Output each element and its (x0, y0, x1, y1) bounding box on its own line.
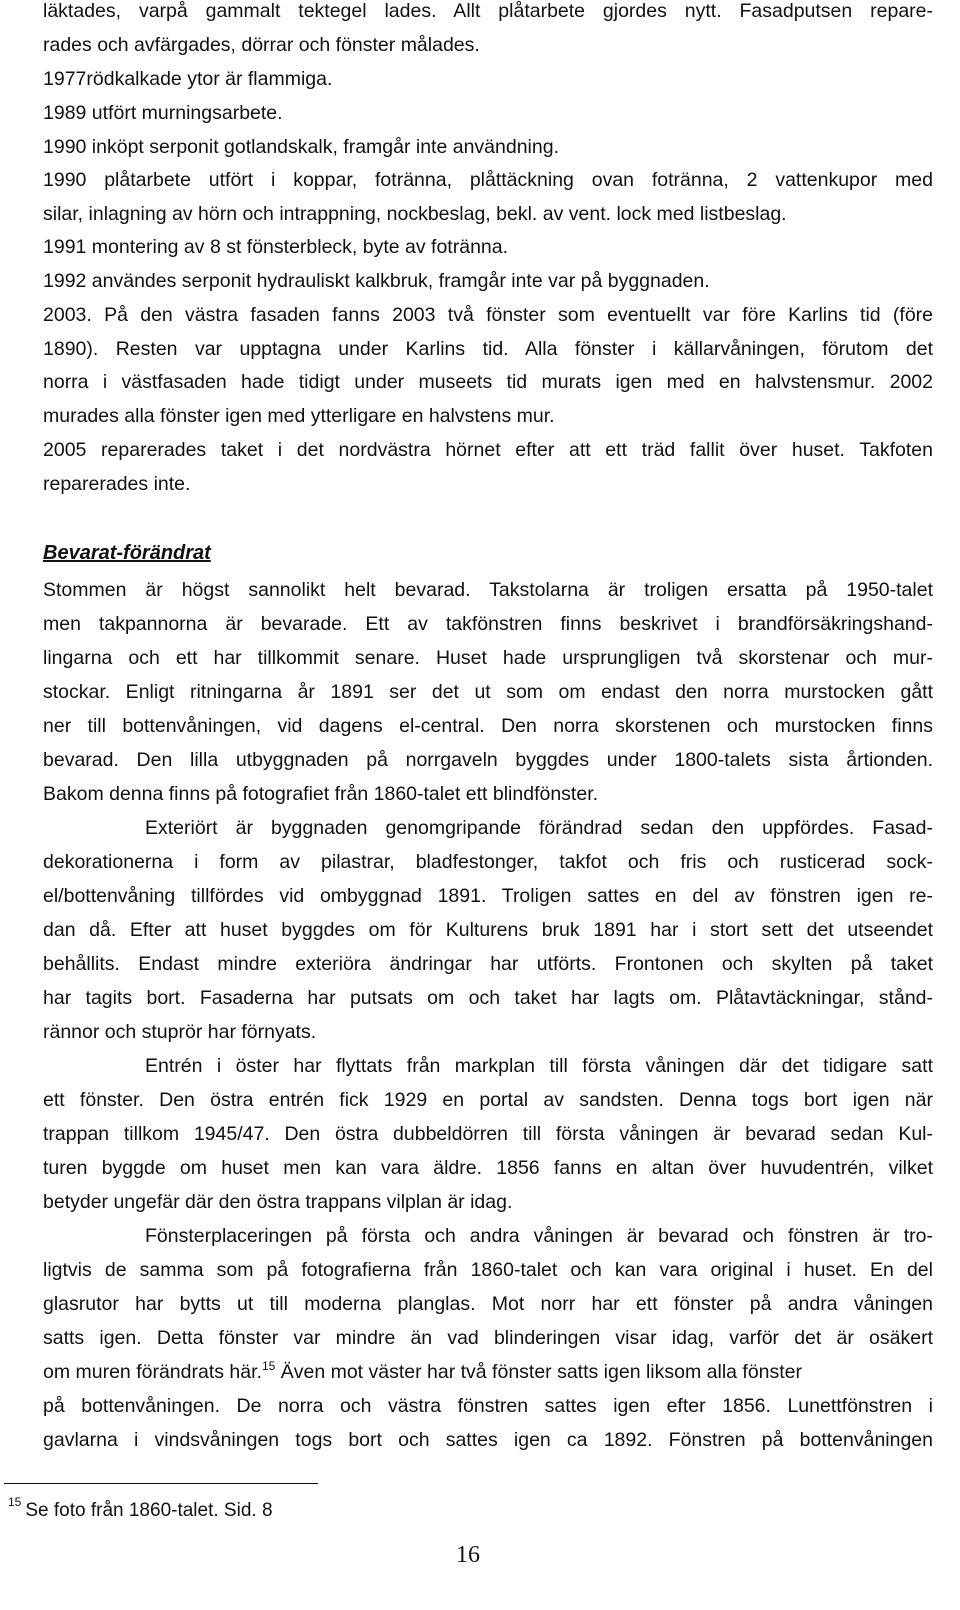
text-line: betyder ungefär där den östra trappans vilplan är idag. (43, 1191, 513, 1213)
text-line: Fönsterplaceringen på första och andra våningen är bevarad och fönstren är tro- (145, 1225, 933, 1247)
section-heading: Bevarat-förändrat (43, 542, 211, 564)
text-line: norra i västfasaden hade tidigt under museets tid murats igen med en halvstensmur. 2002 (43, 371, 933, 393)
text-line: trappan tillkom 1945/47. Den östra dubbeldörren till första våningen är bevarad sedan Kul- (43, 1123, 933, 1145)
text-line: 1990 plåtarbete utfört i koppar, fotränna, plåttäckning ovan fotränna, 2 vattenkupor med (43, 169, 933, 191)
footnote-number: 15 (8, 1495, 22, 1509)
text-line: 1990 inköpt serponit gotlandskalk, framgår inte användning. (43, 136, 559, 158)
text-line: 1989 utfört murningsarbete. (43, 102, 283, 124)
text-line: reparerades inte. (43, 473, 191, 495)
text-line: 1977rödkalkade ytor är flammiga. (43, 68, 333, 90)
text-run: Även mot väster har två fönster satts igen liksom alla fönster (275, 1361, 803, 1383)
text-line: rännor och stuprör har förnyats. (43, 1021, 317, 1043)
text-line: ner till bottenvåningen, vid dagens el-central. Den norra skorstenen och murstocken finns (43, 715, 933, 737)
text-line: 1992 användes serponit hydrauliskt kalkbruk, framgår inte var på byggnaden. (43, 270, 710, 292)
text-line: Exteriört är byggnaden genomgripande förändrad sedan den uppfördes. Fasad- (145, 817, 933, 839)
text-line: har tagits bort. Fasaderna har putsats om och taket har lagts om. Plåtavtäckningar, stånd- (43, 987, 933, 1009)
footnote (8, 1494, 273, 1528)
text-line: Stommen är högst sannolikt helt bevarad. Takstolarna är troligen ersatta på 1950-talet (43, 579, 933, 601)
text-line: Bakom denna finns på fotografiet från 1860-talet ett blindfönster. (43, 783, 599, 805)
text-line: 2005 reparerades taket i det nordvästra hörnet efter att ett träd fallit över huset. Takfoten (43, 439, 933, 461)
text-line: stockar. Enligt ritningarna år 1891 ser det ut som om endast den norra murstocken gått (43, 681, 933, 703)
text-line: Entrén i öster har flyttats från markplan till första våningen där det tidigare satt (145, 1055, 933, 1077)
text-line: silar, inlagning av hörn och intrappning, nockbeslag, bekl. av vent. lock med listbeslag. (43, 203, 787, 225)
text-line: behållits. Endast mindre exteriöra ändringar har utförts. Frontonen och skylten på taket (43, 953, 933, 975)
page-number: 16 (456, 1542, 480, 1568)
footnote-divider (4, 1483, 318, 1484)
text-line: på bottenvåningen. De norra och västra fönstren sattes igen efter 1856. Lunettfönstren i (43, 1395, 933, 1417)
text-line: murades alla fönster igen med ytterligare en halvstens mur. (43, 405, 555, 427)
text-line: rades och avfärgades, dörrar och fönster målades. (43, 34, 480, 56)
text-line: turen byggde om huset men kan vara äldre. 1856 fanns en altan över huvudentrén, vilket (43, 1157, 933, 1179)
text-line: bevarad. Den lilla utbyggnaden på norrgaveln byggdes under 1800-talets sista årtionden. (43, 749, 933, 771)
text-line: satts igen. Detta fönster var mindre än vad blinderingen visar idag, varför det är osäkert (43, 1327, 933, 1349)
text-line: ligtvis de samma som på fotografierna från 1860-talet och kan vara original i huset. En del (43, 1259, 933, 1281)
text-line: 1991 montering av 8 st fönsterbleck, byte av fotränna. (43, 236, 509, 258)
text-line: 1890). Resten var upptagna under Karlins tid. Alla fönster i källarvåningen, förutom det (43, 338, 933, 360)
text-line: 2003. På den västra fasaden fanns 2003 två fönster som eventuellt var före Karlins tid (före (43, 304, 933, 326)
text-line: lingarna och ett har tillkommit senare. Huset hade ursprungligen två skorstenar och mur- (43, 647, 933, 669)
text-line: gavlarna i vindsvåningen togs bort och sattes igen ca 1892. Fönstren på bottenvåningen (43, 1429, 933, 1451)
text-run: om muren förändrats här. (43, 1361, 262, 1383)
text-line: ett fönster. Den östra entrén fick 1929 en portal av sandsten. Denna togs bort igen när (43, 1089, 933, 1111)
text-line: men takpannorna är bevarade. Ett av takfönstren finns beskrivet i brandförsäkringshand- (43, 613, 933, 635)
footnote-reference[interactable]: 15 (261, 1359, 276, 1373)
text-line: el/bottenvåning tillfördes vid ombyggnad 1891. Troligen sattes en del av fönstren igen re- (43, 885, 933, 907)
text-line: dekorationerna i form av pilastrar, bladfestonger, takfot och fris och rusticerad sock- (43, 851, 933, 873)
text-line: läktades, varpå gammalt tektegel lades. Allt plåtarbete gjordes nytt. Fasadputsen repare- (43, 0, 933, 22)
text-line (43, 1355, 933, 1389)
footnote-text: Se foto från 1860-talet. Sid. 8 (25, 1500, 273, 1521)
text-line: glasrutor har bytts ut till moderna planglas. Mot norr har ett fönster på andra våningen (43, 1293, 933, 1315)
text-line: dan då. Efter att huset byggdes om för Kulturens bruk 1891 har i stort sett det utseendet (43, 919, 933, 941)
